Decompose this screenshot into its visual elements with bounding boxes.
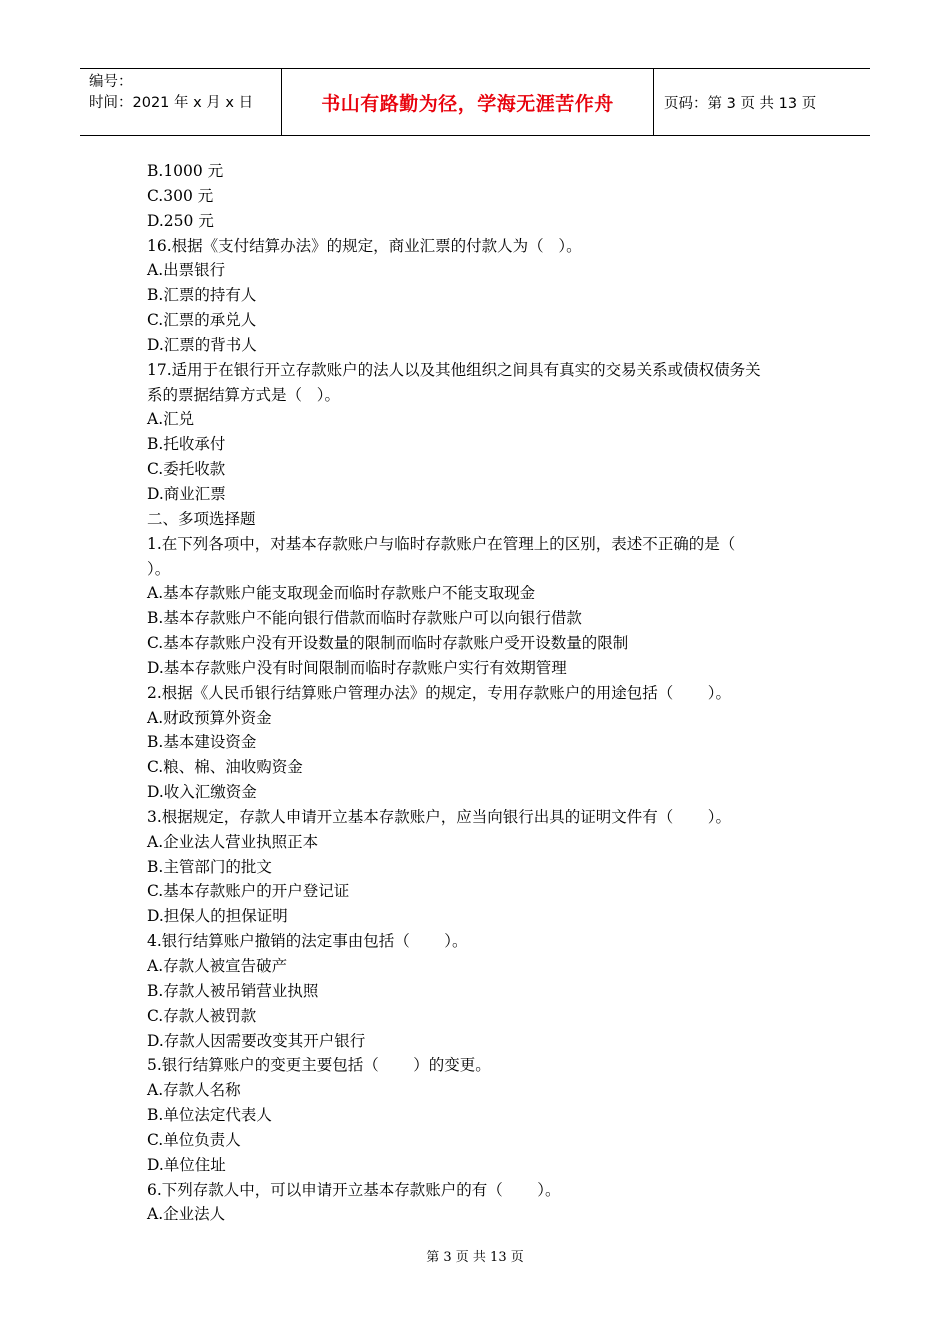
option-line: A.存款人被宣告破产 bbox=[147, 957, 288, 975]
question-17: 17.适用于在银行开立存款账户的法人以及其他组织之间具有真实的交易关系或债权债务关 bbox=[147, 360, 761, 379]
option-line: D.担保人的担保证明 bbox=[147, 907, 288, 926]
question-m2: 2.根据《人民币银行结算账户管理办法》的规定，专用存款账户的用途包括（ ）。 bbox=[147, 683, 732, 702]
option-line: D.基本存款账户没有时间限制而临时存款账户实行有效期管理 bbox=[147, 658, 567, 677]
body-line: D.250 元 bbox=[147, 211, 214, 230]
question-m3: 3.根据规定，存款人申请开立基本存款账户，应当向银行出具的证明文件有（ ）。 bbox=[147, 807, 732, 826]
body-line: B.1000 元 bbox=[147, 162, 224, 180]
question-m6: 6.下列存款人中，可以申请开立基本存款账户的有（ ）。 bbox=[147, 1180, 561, 1199]
header-page-info: 页码：第 3 页 共 13 页 bbox=[664, 95, 817, 112]
option-line: C.基本存款账户的开户登记证 bbox=[147, 882, 350, 901]
question-m1-cont: ）。 bbox=[147, 559, 171, 578]
question-m5: 5.银行结算账户的变更主要包括（ ）的变更。 bbox=[147, 1056, 491, 1075]
document-number-label: 编号： bbox=[89, 74, 133, 90]
option-line: A.出票银行 bbox=[147, 261, 226, 280]
question-17-cont: 系的票据结算方式是（ ）。 bbox=[147, 385, 341, 404]
question-m4: 4.银行结算账户撤销的法定事由包括（ ）。 bbox=[147, 932, 468, 951]
option-line: C.委托收款 bbox=[147, 460, 226, 479]
option-line: A.财政预算外资金 bbox=[147, 708, 272, 727]
option-line: C.粮、棉、油收购资金 bbox=[147, 758, 303, 777]
option-line: B.汇票的持有人 bbox=[147, 286, 257, 305]
option-line: B.基本建设资金 bbox=[147, 733, 257, 752]
option-line: D.存款人因需要改变其开户银行 bbox=[147, 1031, 366, 1050]
document-date: 时间：2021 年 x 月 x 日 bbox=[89, 95, 254, 111]
option-line: B.存款人被吊销营业执照 bbox=[147, 981, 319, 1000]
option-line: A.企业法人营业执照正本 bbox=[147, 832, 319, 851]
option-line: A.企业法人 bbox=[147, 1205, 226, 1224]
option-line: C.汇票的承兑人 bbox=[147, 311, 257, 330]
page-header bbox=[80, 68, 870, 136]
option-line: C.存款人被罚款 bbox=[147, 1006, 257, 1025]
header-meta bbox=[80, 69, 282, 135]
option-line: B.主管部门的批文 bbox=[147, 857, 272, 876]
section-heading: 二、多项选择题 bbox=[147, 509, 256, 528]
option-line: D.收入汇缴资金 bbox=[147, 783, 257, 802]
question-16: 16.根据《支付结算办法》的规定，商业汇票的付款人为（ ）。 bbox=[147, 236, 582, 255]
option-line: D.单位住址 bbox=[147, 1155, 226, 1174]
option-line: D.汇票的背书人 bbox=[147, 335, 257, 354]
option-line: B.基本存款账户不能向银行借款而临时存款账户可以向银行借款 bbox=[147, 609, 582, 628]
option-line: B.单位法定代表人 bbox=[147, 1106, 272, 1125]
option-line: B.托收承付 bbox=[147, 435, 226, 454]
option-line: A.汇兑 bbox=[147, 410, 195, 429]
header-motto: 书山有路勤为径，学海无涯苦作舟 bbox=[282, 69, 654, 135]
option-line: A.基本存款账户能支取现金而临时存款账户不能支取现金 bbox=[147, 584, 536, 603]
option-line: C.基本存款账户没有开设数量的限制而临时存款账户受开设数量的限制 bbox=[147, 634, 629, 653]
body-line: C.300 元 bbox=[147, 186, 214, 205]
page-footer: 第 3 页 共 13 页 bbox=[426, 1250, 524, 1265]
option-line: A.存款人名称 bbox=[147, 1081, 241, 1100]
option-line: D.商业汇票 bbox=[147, 484, 226, 503]
document-body bbox=[147, 159, 817, 1227]
question-m1: 1.在下列各项中，对基本存款账户与临时存款账户在管理上的区别，表述不正确的是（ bbox=[147, 534, 736, 553]
option-line: C.单位负责人 bbox=[147, 1130, 241, 1149]
